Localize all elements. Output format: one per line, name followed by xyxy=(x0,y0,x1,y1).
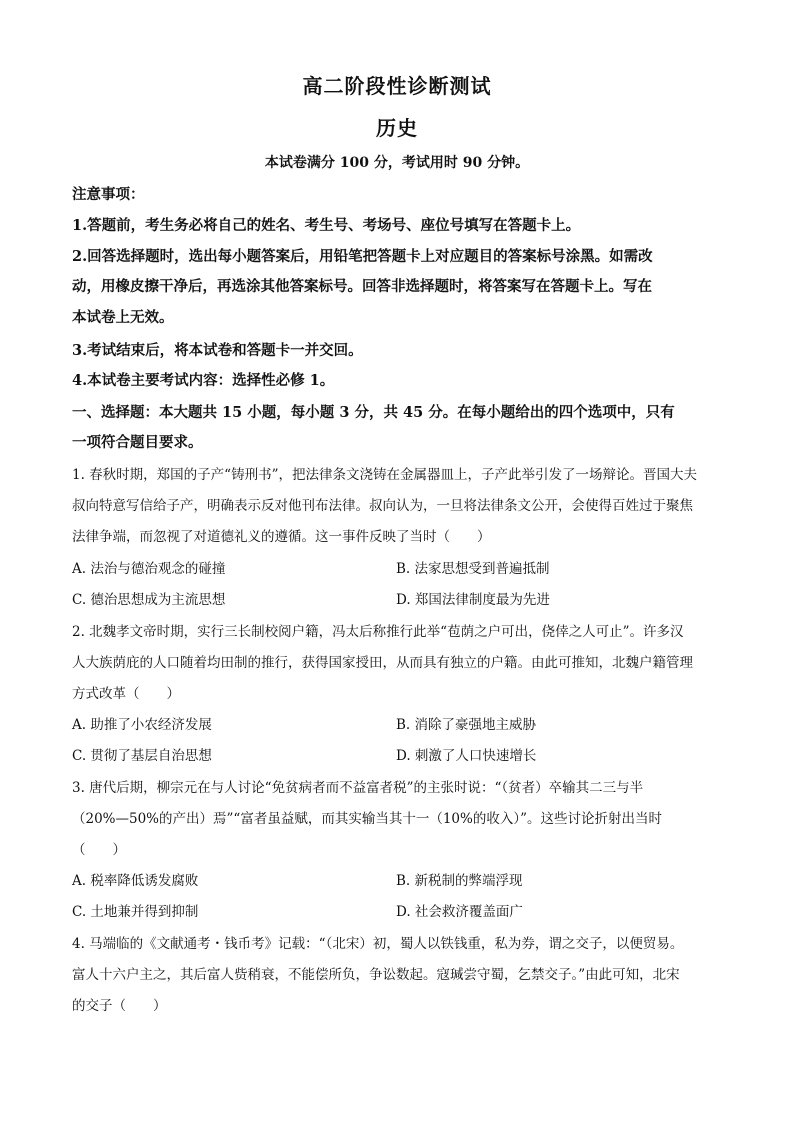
question-2-text: 2. 北魏孝文帝时期，实行三长制校阅户籍，冯太后称推行此举“苞荫之户可出，侥倖之人可止”。许多汉 xyxy=(72,624,684,640)
note-line: 1.答题前，考生务必将自己的姓名、考生号、考场号、座位号填写在答题卡上。 xyxy=(72,217,581,234)
question-1-text: 1. 春秋时期，郑国的子产“铸刑书”，把法律条文浇铸在金属器皿上，子产此举引发了一场辩论。晋国大夫 xyxy=(72,467,697,483)
question-2-option-b: B. 消除了豪强地主威胁 xyxy=(396,717,537,733)
subject-title: 历史 xyxy=(376,116,418,140)
question-2-text: 方式改革（ ） xyxy=(72,686,180,702)
note-line: 动，用橡皮擦干净后，再选涂其他答案标号。回答非选择题时，将答案写在答题卡上。写在 xyxy=(72,278,652,295)
note-line: 本试卷上无效。 xyxy=(72,309,174,326)
note-line: 4.本试卷主要考试内容：选择性必修 1。 xyxy=(72,372,335,389)
question-3-text: （20%—50%的产出）焉”“富者虽益赋，而其实输当其十一（10%的收入）”。这些讨论折射出当时 xyxy=(72,811,662,827)
question-1-option-c: C. 德治思想成为主流思想 xyxy=(72,592,226,608)
question-4-text: 4. 马端临的《文献通考・钱币考》记载：“（北宋）初，蜀人以铁钱重，私为券，谓之交子，以便贸易。 xyxy=(72,936,684,952)
question-1-option-b: B. 法家思想受到普遍抵制 xyxy=(396,561,550,577)
question-2-text: 人大族荫庇的人口随着均田制的推行，获得国家授田，从而具有独立的户籍。由此可推知，北魏户籍管理 xyxy=(72,655,693,671)
question-4-text: 富人十六户主之，其后富人赀稍衰，不能偿所负，争讼数起。寇瑊尝守蜀，乞禁交子。”由此可知，北宋 xyxy=(72,967,680,983)
question-3-option-d: D. 社会救济覆盖面广 xyxy=(396,904,523,920)
question-2-option-d: D. 刺激了人口快速增长 xyxy=(396,748,537,764)
exam-title: 高二阶段性诊断测试 xyxy=(302,74,492,98)
exam-info: 本试卷满分 100 分，考试用时 90 分钟。 xyxy=(264,155,530,171)
question-1-text: 法律争端，而忽视了对道德礼义的遵循。这一事件反映了当时（ ） xyxy=(72,529,491,545)
question-3-option-c: C. 土地兼并得到抑制 xyxy=(72,904,199,920)
section-heading: 一、选择题：本大题共 15 小题，每小题 3 分，共 45 分。在每小题给出的四个选项中，只有 xyxy=(72,404,675,421)
question-3-option-b: B. 新税制的弊端浮现 xyxy=(396,873,523,889)
question-3-text: 3. 唐代后期，柳宗元在与人讨论“免贫病者而不益富者税”的主张时说：“（贫者）卒输其二三与半 xyxy=(72,780,644,796)
question-2-option-c: C. 贯彻了基层自治思想 xyxy=(72,748,212,764)
question-1-option-d: D. 郑国法律制度最为先进 xyxy=(396,592,550,608)
notes-heading: 注意事项： xyxy=(72,186,145,203)
note-line: 3.考试结束后，将本试卷和答题卡一并交回。 xyxy=(72,342,363,359)
note-line: 2.回答选择题时，选出每小题答案后，用铅笔把答题卡上对应题目的答案标号涂黑。如需改 xyxy=(72,248,653,265)
question-2-option-a: A. 助推了小农经济发展 xyxy=(72,717,212,733)
question-1-option-a: A. 法治与德治观念的碰撞 xyxy=(72,561,226,577)
question-1-text: 叔向特意写信给子产，明确表示反对他刊布法律。叔向认为，一旦将法律条文公开，会使得百姓过于聚焦 xyxy=(72,498,693,514)
section-heading: 一项符合题目要求。 xyxy=(72,434,203,451)
question-3-option-a: A. 税率降低诱发腐败 xyxy=(72,873,199,889)
question-4-text: 的交子（ ） xyxy=(72,998,167,1014)
question-3-text: （ ） xyxy=(72,842,126,858)
